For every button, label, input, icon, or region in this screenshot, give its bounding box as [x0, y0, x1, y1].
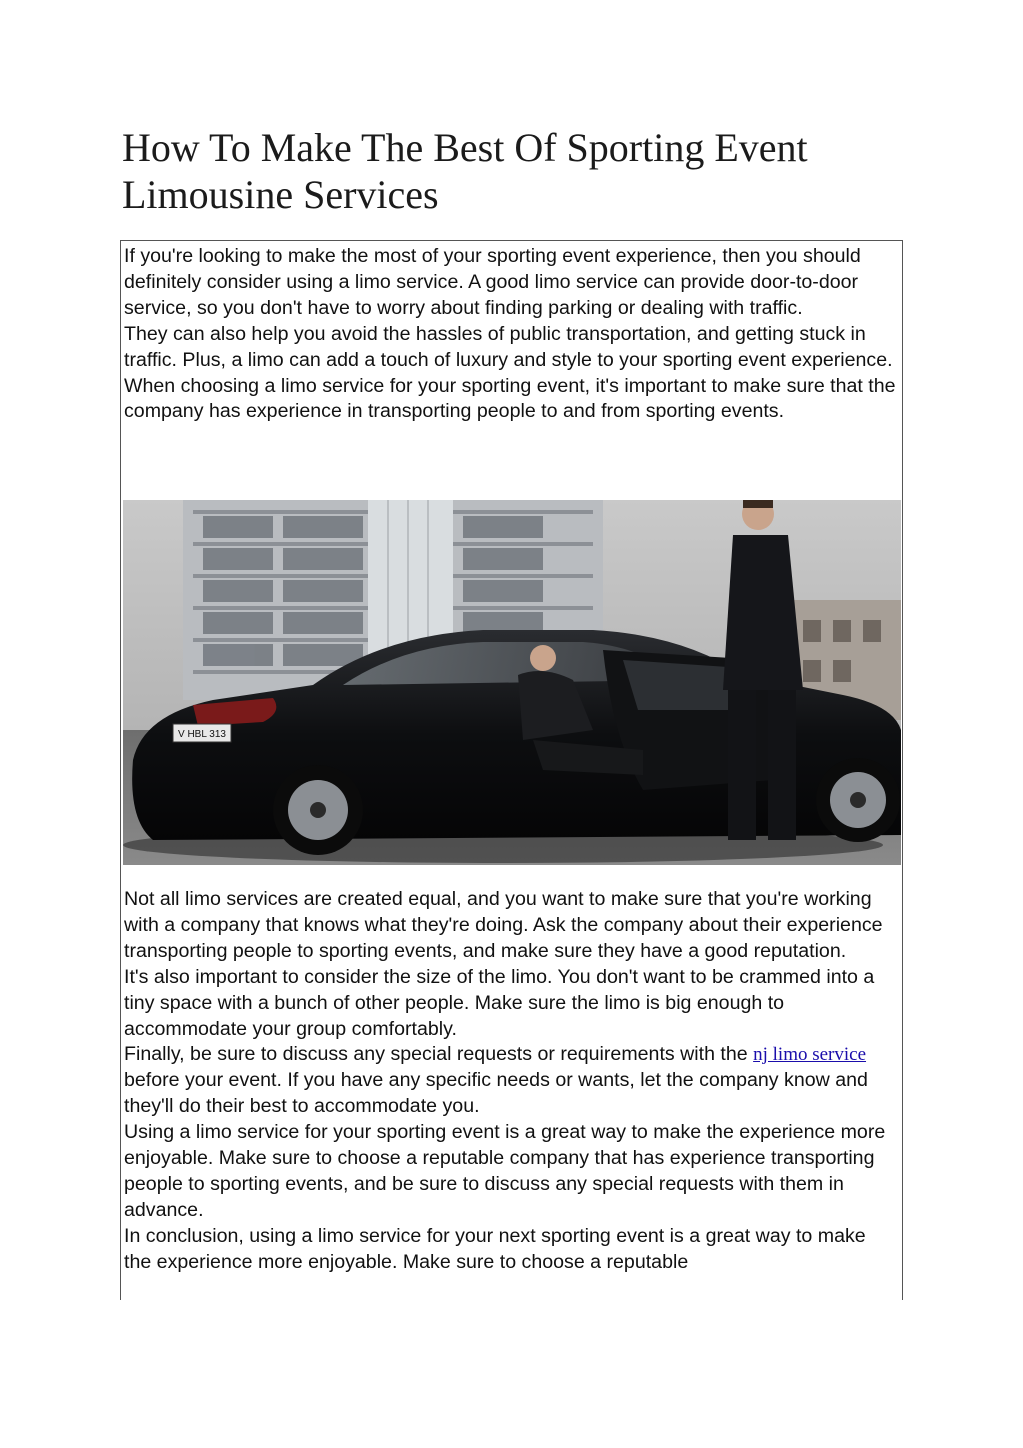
intro-paragraph: They can also help you avoid the hassles of public transportation, and getting stuck in traffic. Plus, a limo can add a touch of luxury and style to your sporting event experience.	[124, 322, 893, 371]
nj-limo-service-link[interactable]: nj limo service	[753, 1044, 867, 1066]
intro-paragraph: When choosing a limo service for your sporting event, it's important to make sure that the company has experience in transporting people to and from sporting events.	[124, 374, 896, 423]
body-paragraph: Not all limo services are created equal, and you want to make sure that you're working with a company that knows what they're doing. Ask the company about their experience transporting people to sporting events, and make sure they have a good reputation.	[124, 888, 883, 962]
body-text: Finally, be sure to discuss any special requests or requirements with the	[124, 1043, 754, 1066]
body-text: before your event. If you have any specific needs or wants, let the company know and they'll do their best to accommodate you.	[124, 1069, 868, 1118]
body-paragraph: In conclusion, using a limo service for your next sporting event is a great way to make the experience more enjoyable. Make sure to choose a reputable	[124, 1224, 866, 1273]
page-title: How To Make The Best Of Sporting Event Limousine Services	[122, 125, 808, 217]
limo-photo	[123, 500, 901, 865]
body-section	[124, 887, 898, 1276]
body-paragraph: It's also important to consider the size of the limo. You don't want to be crammed into a tiny space with a bunch of other people. Make sure the limo is big enough to accommodate your group comfortably.	[124, 965, 875, 1040]
body-paragraph-with-link	[124, 1042, 898, 1120]
intro-paragraph: If you're looking to make the most of your sporting event experience, then you should definitely consider using a limo service. A good limo service can provide door-to-door service, so you don't have to worry about finding parking or dealing with traffic.	[124, 245, 861, 319]
intro-section	[124, 244, 898, 425]
body-paragraph: Using a limo service for your sporting event is a great way to make the experience more enjoyable. Make sure to choose a reputable company that has experience transporting people to sporting events, and be sure to discuss any special requests with them in advance.	[124, 1121, 886, 1221]
license-plate-text: V HBL 313	[178, 729, 226, 740]
